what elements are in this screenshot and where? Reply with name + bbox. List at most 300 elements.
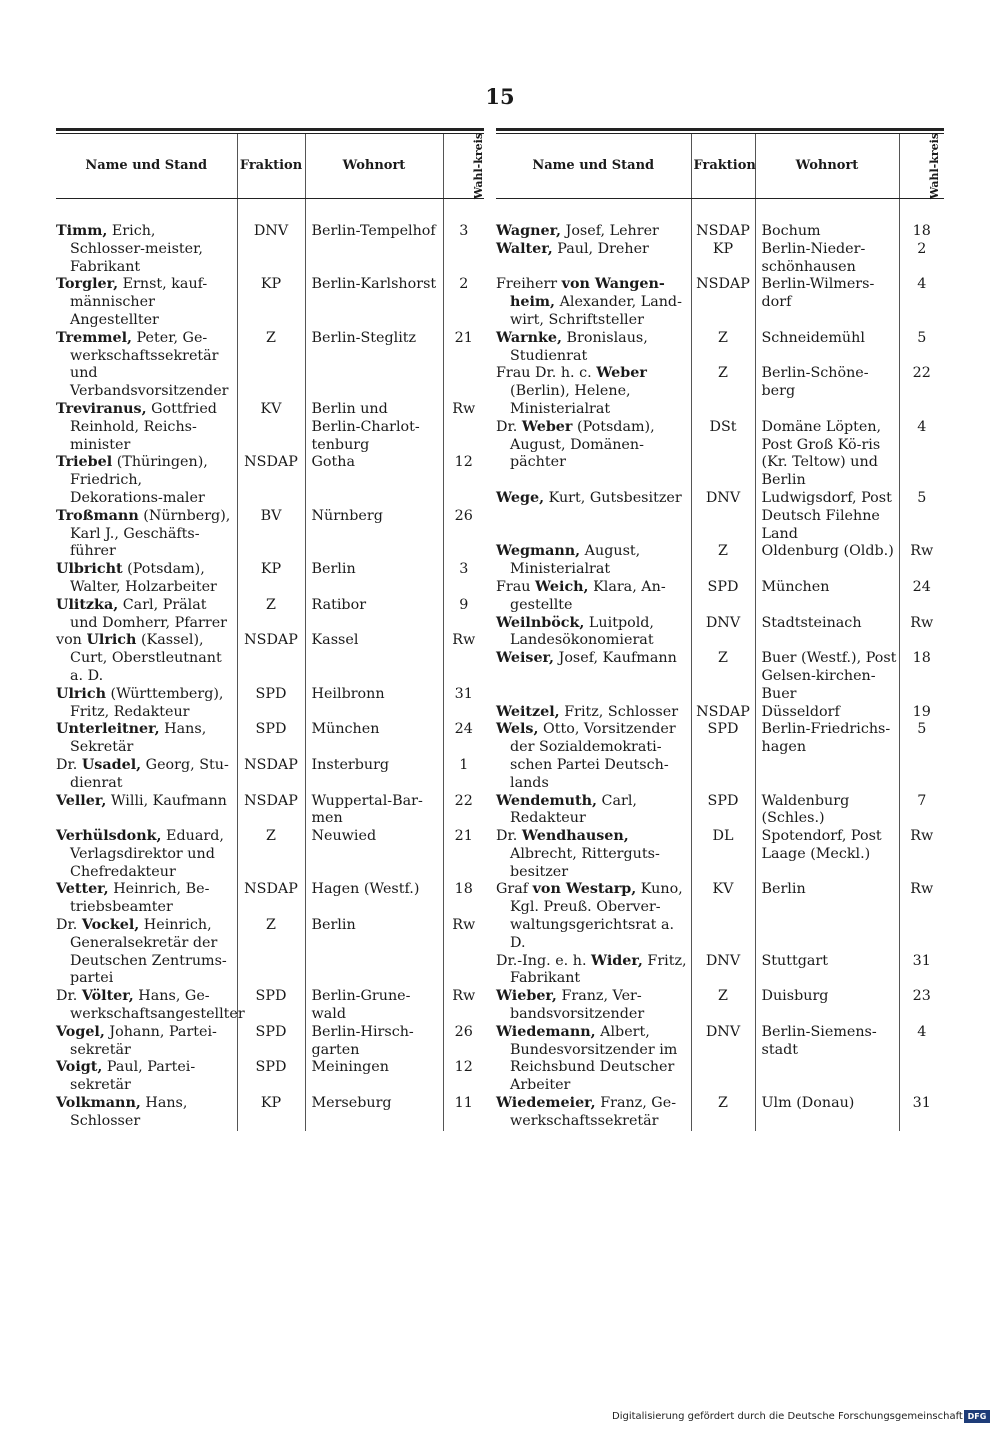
name-cell [56,276,237,329]
wohnort-cell: Berlin-Wilmers-dorf [755,276,899,329]
member-details: Hans, Ge-werkschaftsangestellter [70,988,245,1023]
member-entry [56,508,235,561]
name-prefix: Dr. [56,917,82,934]
wohnort-cell: Waldenburg (Schles.) [755,793,899,829]
member-entry [496,721,689,792]
member-details: Eduard, Verlagsdirektor und Chefredakteur [70,828,224,880]
member-entry [496,543,689,579]
member-surname: Ulitzka, [56,596,119,613]
top-rule [496,128,944,131]
member-details: Hans, Schlosser [70,1095,188,1129]
name-cell [496,276,691,329]
member-entry [496,615,689,651]
table-row [56,988,484,1024]
table-row [496,953,944,989]
wohnort-cell: Buer (Westf.), Post Gelsen-kirchen-Buer [755,650,899,703]
name-prefix: Frau Dr. h. c. [496,365,597,382]
fraktion-cell: DNV [691,1024,755,1095]
table-row [496,704,944,722]
member-entry [56,1059,235,1095]
name-prefix: Graf [496,881,533,898]
name-cell [56,1024,237,1060]
page-number: 15 [485,84,515,109]
name-cell [496,793,691,829]
member-details: (Württemberg), Fritz, Redakteur [70,685,224,720]
name-prefix: Dr. [496,418,522,435]
member-details: Gottfried Reinhold, Reichs-minister [70,400,217,453]
member-entry [56,223,235,276]
member-surname: Völter, [81,988,134,1005]
member-entry [496,1024,689,1095]
member-surname: Weilnböck, [496,614,585,631]
member-details: Josef, Kaufmann [554,650,677,667]
wahlkreis-cell: 31 [443,686,484,722]
members-table-right [496,134,944,1131]
member-entry [56,1095,235,1131]
name-prefix: Frau [496,578,536,595]
wahlkreis-cell: Rw [899,615,944,651]
name-cell [56,1095,237,1131]
name-cell [56,330,237,401]
wohnort-cell: Berlin [305,561,443,597]
wohnort-cell: Wuppertal-Bar-men [305,793,443,829]
member-details: Paul, Dreher [552,240,649,257]
member-details: Albrecht, Ritterguts-besitzer [510,845,660,880]
fraktion-cell: SPD [237,1024,305,1060]
table-row [56,597,484,633]
dfg-logo: DFG [964,1410,990,1423]
fraktion-cell: Z [237,597,305,633]
member-entry [496,490,689,508]
wohnort-cell: Berlin [755,881,899,952]
wahlkreis-cell: 24 [899,579,944,615]
wohnort-cell: Nürnberg [305,508,443,561]
wahlkreis-cell: Rw [443,988,484,1024]
member-details: (Potsdam), August, Domänen-pächter [510,418,655,471]
right-column [496,128,944,1131]
table-row [56,454,484,507]
name-prefix: Dr. [56,988,82,1005]
member-surname: Weiser, [496,650,555,667]
table-row [56,757,484,793]
wohnort-cell: Berlin-Grune-wald [305,988,443,1024]
wahlkreis-cell: 11 [443,1095,484,1131]
member-details: Alexander, Land-wirt, Schriftsteller [510,294,682,328]
fraktion-cell: DNV [691,490,755,543]
header-wohnort: Wohnort [755,134,899,199]
header-wahlkreis-label: Wahl-kreis [471,133,485,200]
wahlkreis-cell: 2 [899,241,944,277]
wohnort-cell: Bochum [755,199,899,241]
wohnort-cell: Heilbronn [305,686,443,722]
wahlkreis-cell: 18 [899,650,944,703]
name-cell [496,419,691,490]
member-entry [56,721,235,757]
table-row [496,276,944,329]
name-cell [496,199,691,241]
member-details: (Kassel), Curt, Oberstleutnant a. D. [70,632,222,684]
member-surname: Weich, [535,578,589,595]
wohnort-cell: Schneidemühl [755,330,899,366]
member-surname: Ulrich [86,632,137,649]
member-details: Bronislaus, Studienrat [510,329,648,364]
member-details: Josef, Lehrer [561,223,659,239]
name-cell [496,881,691,952]
fraktion-cell: Z [691,330,755,366]
wohnort-cell: Berlin [305,917,443,988]
table-row [496,793,944,829]
member-entry [56,632,235,685]
member-surname: Ulrich [56,685,106,702]
wohnort-cell: Berlin-Karlshorst [305,276,443,329]
member-entry [56,988,245,1024]
name-cell [496,704,691,722]
member-details: Paul, Partei-sekretär [70,1059,196,1094]
table-row [496,1024,944,1095]
fraktion-cell: Z [237,828,305,881]
member-surname: Triebel [56,454,113,471]
table-row [496,330,944,366]
wohnort-cell: Ludwigsdorf, Post Deutsch Filehne Land [755,490,899,543]
fraktion-cell: Z [237,330,305,401]
wohnort-cell: Hagen (Westf.) [305,881,443,917]
member-surname: Troßmann [56,507,139,524]
fraktion-cell: SPD [237,988,305,1024]
wahlkreis-cell: 4 [899,276,944,329]
wohnort-cell: Berlin und Berlin-Charlot-tenburg [305,401,443,454]
wahlkreis-cell: 7 [899,793,944,829]
member-surname: Usadel, [81,756,142,773]
table-row [496,543,944,579]
member-details: Carl, Prälat und Domherr, Pfarrer [70,596,227,631]
wahlkreis-cell: 9 [443,597,484,633]
wahlkreis-cell: 21 [443,828,484,881]
member-surname: Voigt, [56,1059,103,1076]
member-entry [496,276,689,329]
member-surname: Vetter, [56,881,109,898]
name-cell [56,401,237,454]
wohnort-cell: Berlin-Tempelhof [305,199,443,277]
wahlkreis-cell: 12 [443,1059,484,1095]
table-row [56,276,484,329]
table-body-left [56,199,484,1131]
table-row [496,241,944,277]
fraktion-cell: KP [237,1095,305,1131]
fraktion-cell: Z [691,650,755,703]
member-entry [496,650,689,668]
fraktion-cell: NSDAP [237,793,305,829]
name-cell [496,953,691,989]
member-details: Kuno, Kgl. Preuß. Oberver-waltungsgerichtsrat a. D. [510,881,683,951]
name-cell [56,988,245,1024]
member-entry [56,401,235,454]
table-row [56,828,484,881]
fraktion-cell: Z [691,988,755,1024]
fraktion-cell: SPD [691,721,755,792]
member-entry [496,828,689,881]
table-header-row [56,134,484,199]
name-cell [496,828,691,881]
member-details: Klara, An-gestellte [510,578,666,613]
member-surname: Ulbricht [56,561,123,578]
member-details: (Thüringen), Friedrich, Dekorations-maler [70,454,208,506]
wohnort-cell: Stuttgart [755,953,899,989]
wohnort-cell: Berlin-Nieder-schönhausen [755,241,899,277]
header-fraktion: Fraktion [691,134,755,199]
table-row [496,490,944,543]
fraktion-cell: SPD [237,686,305,722]
table-row [496,650,944,703]
name-cell [496,365,691,418]
member-entry [56,828,235,881]
wahlkreis-cell: 5 [899,490,944,543]
member-surname: Wagner, [496,223,562,239]
member-details: Carl, Redakteur [510,792,637,827]
table-row [496,988,944,1024]
name-cell [496,650,691,703]
table-row [56,632,484,685]
footer-credit: Digitalisierung gefördert durch die Deutsche Forschungsgemeinschaft [612,1411,963,1422]
table-row [56,881,484,917]
member-details: (Nürnberg), Karl J., Geschäfts-führer [70,507,231,560]
wohnort-cell: Ratibor [305,597,443,633]
member-surname: Weber [596,365,647,382]
fraktion-cell: KP [237,276,305,329]
member-surname: Timm, [56,223,108,239]
table-row [56,1024,484,1060]
wahlkreis-cell: 31 [899,1095,944,1131]
wohnort-cell: Merseburg [305,1095,443,1131]
fraktion-cell: DNV [691,953,755,989]
wahlkreis-cell: 26 [443,508,484,561]
name-cell [56,561,237,597]
member-surname: Wiedemann, [496,1023,596,1040]
fraktion-cell: Z [691,543,755,579]
member-surname: Wendemuth, [496,792,597,809]
fraktion-cell: DL [691,828,755,881]
member-details: Albert, Bundesvorsitzender im Reichsbund Deutscher Arbeiter [510,1023,678,1094]
member-details: Luitpold, Landesökonomierat [510,614,654,649]
member-entry [496,881,689,952]
name-cell [56,793,237,829]
name-cell [56,881,237,917]
fraktion-cell: SPD [691,793,755,829]
fraktion-cell: DNV [691,615,755,651]
header-wahlkreis [443,134,484,199]
name-cell [56,917,237,988]
member-details: Fritz, Schlosser [559,703,679,720]
name-cell [496,241,691,277]
member-details: Johann, Partei-sekretär [70,1023,217,1058]
wohnort-cell: Ulm (Donau) [755,1095,899,1131]
member-entry [56,917,235,988]
member-surname: Warnke, [496,329,562,346]
member-entry [496,988,689,1024]
table-row [56,330,484,401]
wahlkreis-cell: Rw [443,632,484,685]
member-entry [496,793,689,829]
table-row [496,365,944,418]
member-surname: Torgler, [56,276,119,293]
member-details: Georg, Stu-dienrat [70,756,229,791]
wahlkreis-cell: 24 [443,721,484,757]
member-surname: Vogel, [56,1023,105,1040]
wahlkreis-cell: 4 [899,1024,944,1095]
member-details: Franz, Ge-werkschaftssekretär [510,1095,677,1129]
name-prefix: Dr. [496,828,522,845]
name-cell [56,721,237,757]
member-entry [496,953,689,989]
name-cell [496,988,691,1024]
name-prefix: Dr. [56,756,82,773]
fraktion-cell: KV [237,401,305,454]
member-surname: Wels, [496,721,539,738]
header-name: Name und Stand [496,134,691,199]
fraktion-cell: KP [237,561,305,597]
member-details: Peter, Ge-werkschaftssekretär und Verbandsvorsitzender [70,329,229,400]
name-cell [56,508,237,561]
wahlkreis-cell: 22 [899,365,944,418]
wohnort-cell: Kassel [305,632,443,685]
wahlkreis-cell: 1 [443,757,484,793]
fraktion-cell: SPD [237,721,305,757]
wahlkreis-cell: Rw [899,881,944,952]
wahlkreis-cell: 2 [443,276,484,329]
wohnort-cell: Düsseldorf [755,704,899,722]
wohnort-cell: Duisburg [755,988,899,1024]
fraktion-cell: NSDAP [691,276,755,329]
member-surname: Wegmann, [496,543,581,560]
wahlkreis-cell: 18 [899,199,944,241]
name-cell [56,632,237,685]
member-entry [56,276,235,329]
fraktion-cell: Z [237,917,305,988]
table-header-row [496,134,944,199]
member-entry [496,704,689,722]
wahlkreis-cell: 18 [443,881,484,917]
member-surname: Wider, [591,952,643,969]
member-surname: Tremmel, [56,329,132,346]
member-surname: Wege, [496,489,545,506]
wohnort-cell: Berlin-Friedrichs-hagen [755,721,899,792]
member-entry [56,454,235,507]
fraktion-cell: NSDAP [237,454,305,507]
wohnort-cell: München [305,721,443,757]
wahlkreis-cell: Rw [443,917,484,988]
name-cell [496,1024,691,1095]
name-prefix: von [56,632,87,649]
member-details: Otto, Vorsitzender der Sozialdemokrati-schen Partei Deutsch-lands [510,721,676,791]
member-surname: Wieber, [496,988,557,1005]
wohnort-cell: Spotendorf, Post Laage (Meckl.) [755,828,899,881]
wahlkreis-cell: 26 [443,1024,484,1060]
wohnort-cell: Domäne Löpten, Post Groß Kö-ris (Kr. Teltow) und Berlin [755,419,899,490]
top-rule [56,128,484,131]
member-details: Heinrich, Generalsekretär der Deutschen Zentrums-partei [70,917,227,987]
wohnort-cell: Neuwied [305,828,443,881]
wahlkreis-cell: 19 [899,704,944,722]
wohnort-cell: Oldenburg (Oldb.) [755,543,899,579]
fraktion-cell: NSDAP [237,632,305,685]
table-row [496,881,944,952]
member-surname: Vockel, [81,917,140,934]
member-surname: von Wangen-heim, [510,276,665,311]
member-surname: Volkmann, [56,1095,141,1112]
member-entry [56,793,235,811]
member-surname: Treviranus, [56,400,147,417]
wohnort-cell: Berlin-Steglitz [305,330,443,401]
member-details: Heinrich, Be-triebsbeamter [70,881,210,916]
name-cell [56,686,237,722]
wahlkreis-cell: 3 [443,561,484,597]
member-details: August, Ministerialrat [510,543,641,578]
table-row [56,508,484,561]
fraktion-cell: SPD [237,1059,305,1095]
member-details: (Berlin), Helene, Ministerialrat [510,383,631,417]
fraktion-cell: Z [691,1095,755,1131]
table-row [56,686,484,722]
member-details: Hans, Sekretär [70,721,207,756]
fraktion-cell: Z [691,365,755,418]
name-cell [56,454,237,507]
member-details: (Potsdam), Walter, Holzarbeiter [70,561,217,595]
member-details: Franz, Ver-bandsvorsitzender [510,988,645,1023]
name-cell [496,721,691,792]
wohnort-cell: Berlin-Schöne-berg [755,365,899,418]
member-entry [56,561,235,597]
fraktion-cell: NSDAP [691,199,755,241]
name-prefix: Dr.-Ing. e. h. [496,952,592,969]
table-row [56,199,484,277]
wahlkreis-cell: 23 [899,988,944,1024]
wohnort-cell: Meiningen [305,1059,443,1095]
table-row [56,561,484,597]
member-details: Ernst, kauf-männischer Angestellter [70,276,208,328]
member-entry [56,881,235,917]
member-surname: Wendhausen, [521,828,629,845]
fraktion-cell: DSt [691,419,755,490]
member-surname: Weitzel, [496,703,560,720]
fraktion-cell: NSDAP [237,881,305,917]
table-row [496,721,944,792]
header-fraktion: Fraktion [237,134,305,199]
name-cell [56,1059,237,1095]
left-column [56,128,484,1131]
wohnort-cell: München [755,579,899,615]
wahlkreis-cell: 21 [443,330,484,401]
fraktion-cell: NSDAP [691,704,755,722]
fraktion-cell: KV [691,881,755,952]
member-details: Kurt, Gutsbesitzer [544,489,682,506]
wohnort-cell: Stadtsteinach [755,615,899,651]
wohnort-cell: Insterburg [305,757,443,793]
member-entry [496,419,689,472]
member-surname: von Westarp, [532,881,637,898]
member-surname: Wiedemeier, [496,1095,596,1112]
member-surname: Veller, [56,792,107,809]
member-details: Erich, Schlosser-meister, Fabrikant [70,223,203,275]
wohnort-cell: Berlin-Hirsch-garten [305,1024,443,1060]
member-entry [496,579,689,615]
member-details: Fritz, Fabrikant [510,952,687,987]
member-entry [56,330,235,401]
member-entry [496,365,689,418]
member-entry [496,241,689,259]
name-cell [496,490,691,543]
wahlkreis-cell: 3 [443,199,484,277]
table-row [496,615,944,651]
wahlkreis-cell: Rw [899,543,944,579]
